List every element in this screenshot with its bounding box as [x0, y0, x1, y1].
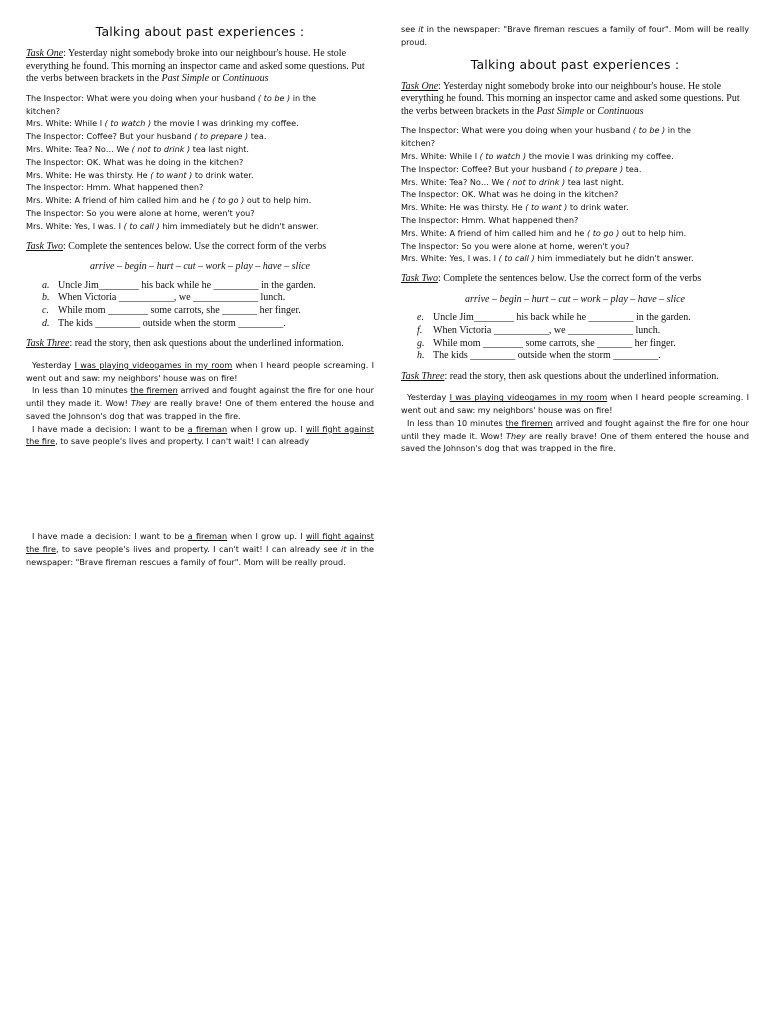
exercise-list — [26, 280, 374, 330]
dialogue-line: Mrs. White: He was thirsty. He ( to want ) to drink water. — [26, 169, 254, 180]
task-two-text: : Complete the sentences below. Use the correct form of the verbs — [437, 273, 702, 285]
verb-list: arrive – begin – hurt – cut – work – play – have – slice — [465, 293, 685, 305]
dialogue-line: Mrs. White: A friend of him called him and he ( to go ) out to help him. — [26, 195, 312, 206]
task-three-label: Task Three — [401, 370, 445, 382]
dialogue-line: Mrs. White: Yes, I was. I ( to call ) him immediately but he didn't answer. — [401, 253, 694, 264]
exercise-list — [401, 312, 749, 362]
dialogue-line: The Inspector: So you were alone at home, weren't you? — [26, 207, 255, 218]
task-one-label: Task One — [26, 48, 64, 59]
tense-continuous: Continuous — [222, 73, 269, 85]
story — [401, 391, 749, 455]
task-three-label: Task Three — [26, 338, 70, 350]
story-paragraph: In less than 10 minutes the firemen arrived and fought against the fire for one hour until they made it. Wow! They are really brave! One of them entered the house and saved the Johnson's dog that was trapped in the fire. — [401, 417, 750, 454]
tense-continuous: Continuous — [597, 105, 644, 117]
dialogue-line: kitchen? — [401, 138, 436, 149]
dialogue-line: The Inspector: Coffee? But your husband ( to prepare ) tea. — [26, 131, 267, 142]
dialogue-line: Mrs. White: A friend of him called him and he ( to go ) out to help him. — [401, 227, 687, 238]
task-one-text: : Yesterday night somebody broke into our neighbour's house. He stole everything he found. This morning an inspector came and asked some questions. Put the verbs between brackets in the — [26, 48, 365, 85]
exercise-item: f. When Victoria ___________, we _____________ lunch. — [417, 324, 661, 336]
dialogue-line: Mrs. White: Tea? No… We ( not to drink ) tea last night. — [401, 176, 624, 187]
exercise-item: d. The kids _________ outside when the storm _________. — [42, 317, 286, 329]
task-two-instruction — [401, 273, 749, 286]
dialogue — [26, 92, 374, 233]
tense-past-simple: Past Simple — [536, 105, 585, 117]
task-two-instruction — [26, 241, 374, 254]
dialogue-line: The Inspector: What were you doing when your husband ( to be ) in the — [26, 92, 317, 103]
task-two-text: : Complete the sentences below. Use the correct form of the verbs — [62, 240, 327, 252]
story-continued — [26, 530, 374, 568]
story — [26, 359, 374, 449]
story-paragraph: I have made a decision: I want to be a fireman when I grow up. I will fight against the fire, to save people's lives and property. I can't wait! I can already see it in the newspaper: "Brave fireman rescues a family of four". Mom will be really proud. — [26, 531, 374, 567]
dialogue-line: The Inspector: Hmm. What happened then? — [401, 214, 579, 225]
dialogue-line: Mrs. White: While I ( to watch ) the movie I was drinking my coffee. — [26, 118, 299, 129]
dialogue-line: The Inspector: Hmm. What happened then? — [26, 182, 204, 193]
story-paragraph: Yesterday I was playing videogames in my room when I heard people screaming. I went out and saw: my neighbors' house was on fire! — [26, 359, 374, 383]
exercise-item: b. When Victoria ___________, we _____________ lunch. — [42, 292, 286, 304]
dialogue-line: Mrs. White: Yes, I was. I ( to call ) him immediately but he didn't answer. — [26, 220, 319, 231]
task-two-label: Task Two — [26, 240, 63, 252]
worksheet-right — [401, 0, 749, 455]
dialogue-line: The Inspector: So you were alone at home, weren't you? — [401, 240, 630, 251]
task-one-intro — [401, 81, 749, 119]
worksheet-title: Talking about past experiences : — [95, 24, 305, 39]
exercise-item: a. Uncle Jim________ his back while he _________ in the garden. — [42, 279, 316, 291]
dialogue-line: Mrs. White: While I ( to watch ) the movie I was drinking my coffee. — [401, 150, 674, 161]
story-tail — [401, 23, 749, 49]
task-two-label: Task Two — [401, 273, 438, 285]
task-three-instruction — [401, 371, 749, 384]
dialogue-line: kitchen? — [26, 105, 61, 116]
task-one-or: or — [209, 73, 223, 85]
dialogue-line: Mrs. White: He was thirsty. He ( to want ) to drink water. — [401, 202, 629, 213]
exercise-item: e. Uncle Jim________ his back while he _________ in the garden. — [417, 312, 691, 324]
dialogue-line: The Inspector: What were you doing when your husband ( to be ) in the — [401, 125, 692, 136]
task-three-instruction — [26, 338, 374, 351]
exercise-item: c. While mom ________ some carrots, she _______ her finger. — [42, 304, 301, 316]
tense-past-simple: Past Simple — [161, 73, 210, 85]
task-three-text: : read the story, then ask questions about the underlined information. — [69, 338, 344, 350]
exercise-item: g. While mom ________ some carrots, she _______ her finger. — [417, 337, 676, 349]
dialogue — [401, 124, 749, 265]
story-paragraph: Yesterday I was playing videogames in my room when I heard people screaming. I went out and saw: my neighbors' house was on fire! — [401, 392, 749, 416]
dialogue-line: The Inspector: OK. What was he doing in the kitchen? — [401, 189, 619, 200]
worksheet-left — [26, 0, 374, 569]
task-one-label: Task One — [401, 80, 439, 92]
verb-list: arrive – begin – hurt – cut – work – play – have – slice — [90, 261, 310, 273]
exercise-item: h. The kids _________ outside when the storm _________. — [417, 350, 661, 362]
dialogue-line: Mrs. White: Tea? No… We ( not to drink ) tea last night. — [26, 143, 249, 154]
task-three-text: : read the story, then ask questions about the underlined information. — [444, 370, 719, 382]
task-one-text: : Yesterday night somebody broke into our neighbour's house. He stole everything he found. This morning an inspector came and asked some questions. Put the verbs between brackets in the — [401, 80, 740, 117]
story-paragraph: In less than 10 minutes the firemen arrived and fought against the fire for one hour until they made it. Wow! They are really brave! One of them entered the house and saved the Johnson's dog that was trapped in the fire. — [26, 385, 375, 421]
dialogue-line: The Inspector: OK. What was he doing in the kitchen? — [26, 156, 244, 167]
task-one-or: or — [584, 105, 598, 117]
task-one-intro — [26, 48, 374, 86]
story-paragraph: see it in the newspaper: "Brave fireman rescues a family of four". Mom will be really proud. — [401, 24, 750, 47]
dialogue-line: The Inspector: Coffee? But your husband ( to prepare ) tea. — [401, 163, 642, 174]
story-paragraph: I have made a decision: I want to be a fireman when I grow up. I will fight against the fire, to save people's lives and property. I can't wait! I can already — [26, 423, 374, 447]
worksheet-title: Talking about past experiences : — [470, 56, 680, 72]
